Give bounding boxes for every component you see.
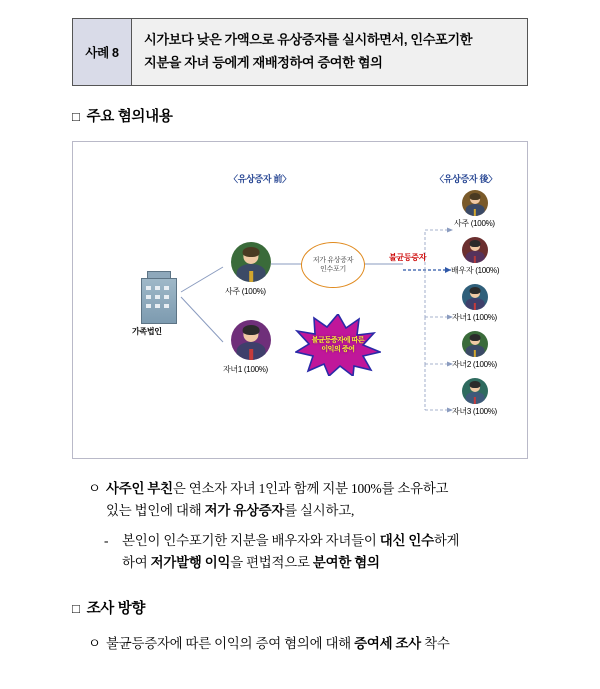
starburst-line-1: 불균등증자에 따른 [311,336,365,344]
person-child1-before-icon [231,320,271,360]
family-company-label: 가족법인 [132,327,162,336]
starburst-line-2: 이익의 증여 [321,346,355,353]
bullet-1-text-1: 은 연소자 자녀 1인과 함께 지분 100%를 소유하고 [172,481,449,496]
callout-line-1: 저가 유상증자 [312,256,354,264]
bullet-3-emph-1: 증여세 조사 [354,636,421,651]
person-child1-after-label: 자녀1 (100%) [452,313,497,322]
case-description-line-2: 지분을 자녀 등에게 재배정하여 증여한 혐의 [144,55,383,70]
suspicion-diagram [72,141,528,459]
bullet-1-text-2: 있는 법인에 대해 [106,502,205,518]
section-title-text-2: 조사 방향 [86,601,146,617]
person-owner-after-label: 사주 (100%) [454,219,495,228]
person-owner-before-icon [231,242,271,282]
person-child3-icon [462,378,488,404]
bullet-2-text-3: 하여 [122,554,151,570]
bullet-mark-2: - [104,533,109,548]
person-child2-icon [462,331,488,357]
bullet-2-text-4: 을 편법적으로 [230,554,313,570]
bullet-item-3 [88,633,538,655]
case-header-box [72,18,528,86]
square-bullet-icon-2: □ [72,601,80,616]
bullet-2-text-2: 하게 [433,533,460,548]
bullet-2-emph-3: 분여한 혐의 [312,554,380,570]
bullet-1-line-2 [88,500,538,522]
bullet-1-text-3: 를 실시하고, [284,502,355,518]
section-heading-investigation [72,597,145,618]
bullet-item-1 [88,478,538,521]
person-child3-label: 자녀3 (100%) [452,407,497,416]
bullet-2-emph-1: 대신 인수 [379,533,434,548]
section-heading-main-suspicion [72,105,173,126]
bullet-mark-1: ㅇ [88,481,101,496]
starburst-text [295,314,381,376]
gift-benefit-starburst [295,314,381,376]
family-company-icon [135,270,181,322]
unequal-capital-increase-label: 불균등증자 [389,253,427,262]
square-bullet-icon: □ [72,109,80,124]
person-owner-after-icon [462,190,488,216]
section-title-text: 주요 혐의내용 [86,109,173,125]
bullet-3-text-2: 착수 [420,636,450,651]
person-child1-before-label: 자녀1 (100%) [223,365,268,374]
person-spouse-icon [462,237,488,263]
person-owner-before-label: 사주 (100%) [225,287,266,296]
bullet-2-line-2 [104,552,540,574]
bullet-1-emph-1: 사주인 부친 [106,481,173,496]
case-description [132,19,527,85]
bullet-3-line-1 [88,633,538,655]
case-description-line-1: 시가보다 낮은 가액으로 유상증자를 실시하면서, 인수포기한 [144,32,473,48]
column-title-before: 〈유상증자 前〉 [229,174,291,184]
bullet-1-line-1 [88,478,538,500]
case-number-label: 사례 8 [73,19,132,85]
bullet-2-line-1 [104,530,540,552]
bullet-1-emph-2: 저가 유상증자 [204,502,285,518]
callout-line-2: 인수포기 [320,266,346,273]
bullet-item-2 [104,530,540,573]
person-child1-after-icon [462,284,488,310]
bullet-2-text-1: 본인이 인수포기한 지분을 배우자와 자녀들이 [122,533,380,548]
bullet-2-emph-2: 저가발행 이익 [150,554,231,570]
column-title-after: 〈유상증자 後〉 [435,174,497,184]
bullet-3-text-1: 불균등증자에 따른 이익의 증여 혐의에 대해 [106,636,355,651]
low-price-capital-increase-callout [301,242,365,288]
person-child2-label: 자녀2 (100%) [452,360,497,369]
bullet-mark-3: ㅇ [88,636,101,651]
person-spouse-label: 배우자 (100%) [451,266,500,275]
